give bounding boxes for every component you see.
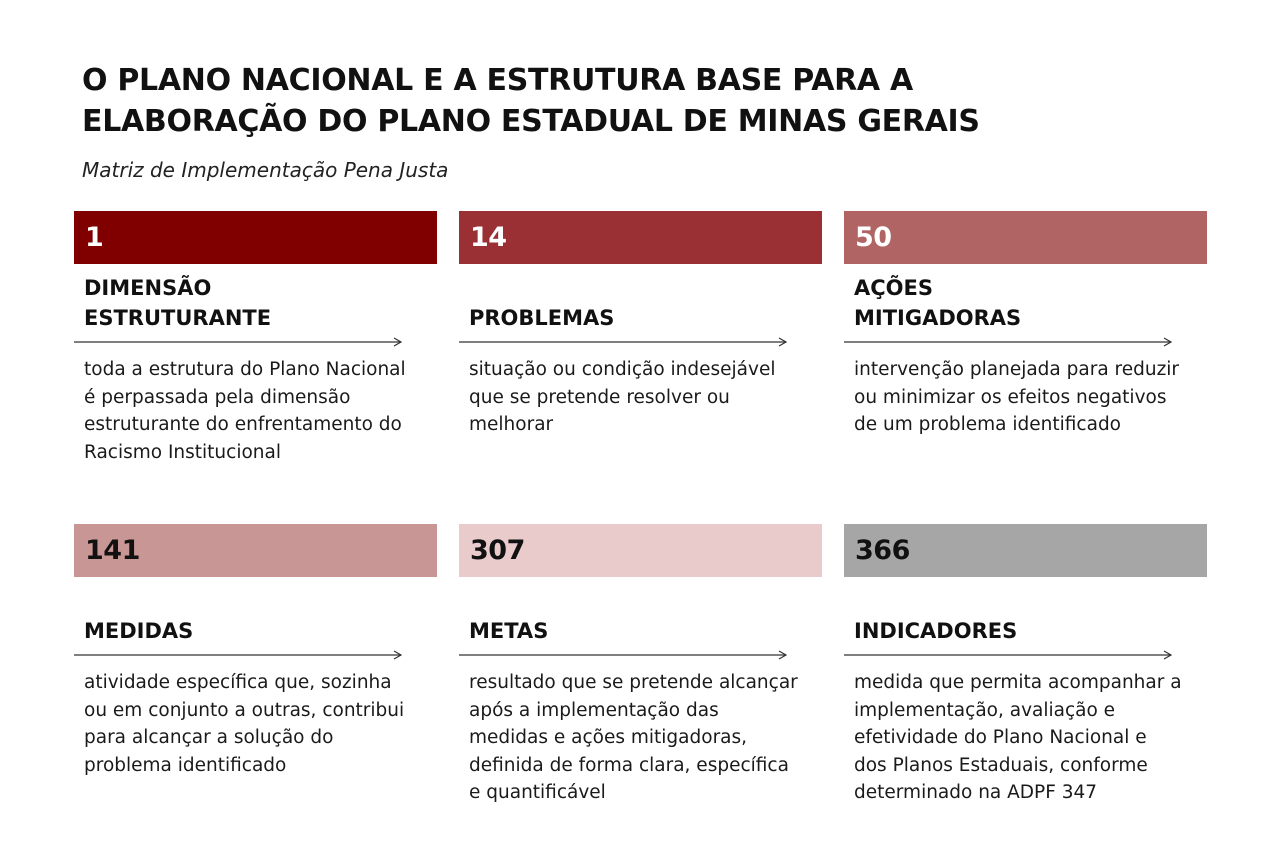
card-description-line: após a implementação das	[469, 699, 719, 721]
card-number: 141	[85, 535, 140, 566]
card-description-line: ou em conjunto a outras, contribui	[84, 699, 405, 721]
card-number: 1	[85, 222, 104, 253]
card-number-bar	[459, 524, 822, 577]
card-description-line: dos Planos Estaduais, conforme	[854, 754, 1148, 776]
page-subtitle: Matriz de Implementação Pena Justa	[82, 158, 449, 182]
arrow-right-icon	[74, 336, 404, 348]
card-description-line: ou minimizar os efeitos negativos	[854, 386, 1167, 408]
card-description-line: atividade específica que, sozinha	[84, 672, 392, 693]
card-heading-line: ESTRUTURANTE	[84, 306, 272, 330]
card-description	[854, 669, 1204, 807]
card-heading	[469, 269, 809, 333]
card-number: 307	[470, 535, 525, 566]
card-heading-line: PROBLEMAS	[469, 306, 615, 330]
card-heading-line: METAS	[469, 619, 549, 643]
card-heading-line: DIMENSÃO	[84, 276, 212, 300]
card-description-line: problema identificado	[84, 754, 287, 776]
card-description-line: para alcançar a solução do	[84, 727, 334, 748]
card-indicadores	[844, 524, 1207, 824]
card-metas	[459, 524, 822, 824]
card-description-line: medidas e ações mitigadoras,	[469, 727, 748, 748]
card-description-line: Racismo Institucional	[84, 441, 281, 463]
title-line-2: ELABORAÇÃO DO PLANO ESTADUAL DE MINAS GERAIS	[82, 104, 980, 139]
card-heading	[854, 582, 1194, 646]
card-description-line: melhorar	[469, 414, 554, 435]
card-heading	[84, 269, 424, 333]
card-description-line: resultado que se pretende alcançar	[469, 672, 798, 693]
card-number-bar	[74, 211, 437, 264]
card-description-line: definida de forma clara, específica	[469, 754, 789, 776]
card-description-line: situação ou condição indesejável	[469, 359, 776, 380]
card-number-bar	[844, 524, 1207, 577]
card-description	[84, 356, 434, 466]
card-description-line: toda a estrutura do Plano Nacional	[84, 359, 406, 380]
card-description-line: estruturante do enfrentamento do	[84, 414, 402, 435]
card-description-line: implementação, avaliação e	[854, 699, 1116, 721]
card-number-bar	[844, 211, 1207, 264]
card-description-line: de um problema identificado	[854, 414, 1122, 435]
card-description	[854, 356, 1204, 439]
card-heading-line: INDICADORES	[854, 619, 1018, 643]
card-heading	[854, 269, 1194, 333]
card-description-line: que se pretende resolver ou	[469, 386, 730, 408]
card-number: 50	[855, 222, 892, 253]
card-description	[84, 669, 434, 779]
card-description-line: efetividade do Plano Nacional e	[854, 727, 1147, 748]
arrow-right-icon	[844, 336, 1174, 348]
arrow-right-icon	[459, 336, 789, 348]
card-problemas	[459, 211, 822, 511]
card-description-line: medida que permita acompanhar a	[854, 672, 1182, 693]
arrow-right-icon	[844, 649, 1174, 661]
card-heading-line: MITIGADORAS	[854, 306, 1022, 330]
card-heading-line: MEDIDAS	[84, 619, 194, 643]
card-heading-line: AÇÕES	[854, 276, 933, 300]
arrow-right-icon	[74, 649, 404, 661]
card-dimensao-estruturante	[74, 211, 437, 511]
card-heading	[84, 582, 424, 646]
card-heading	[469, 582, 809, 646]
arrow-right-icon	[459, 649, 789, 661]
card-number: 14	[470, 222, 507, 253]
card-number-bar	[74, 524, 437, 577]
card-description-line: e quantificável	[469, 782, 606, 803]
page-title	[82, 60, 1082, 142]
card-description	[469, 669, 819, 807]
card-number-bar	[459, 211, 822, 264]
card-description	[469, 356, 819, 439]
card-description-line: determinado na ADPF 347	[854, 782, 1098, 803]
card-medidas	[74, 524, 437, 824]
card-description-line: é perpassada pela dimensão	[84, 386, 351, 408]
title-line-1: O PLANO NACIONAL E A ESTRUTURA BASE PARA A	[82, 63, 913, 98]
card-description-line: intervenção planejada para reduzir	[854, 359, 1180, 380]
card-acoes-mitigadoras	[844, 211, 1207, 511]
card-number: 366	[855, 535, 910, 566]
